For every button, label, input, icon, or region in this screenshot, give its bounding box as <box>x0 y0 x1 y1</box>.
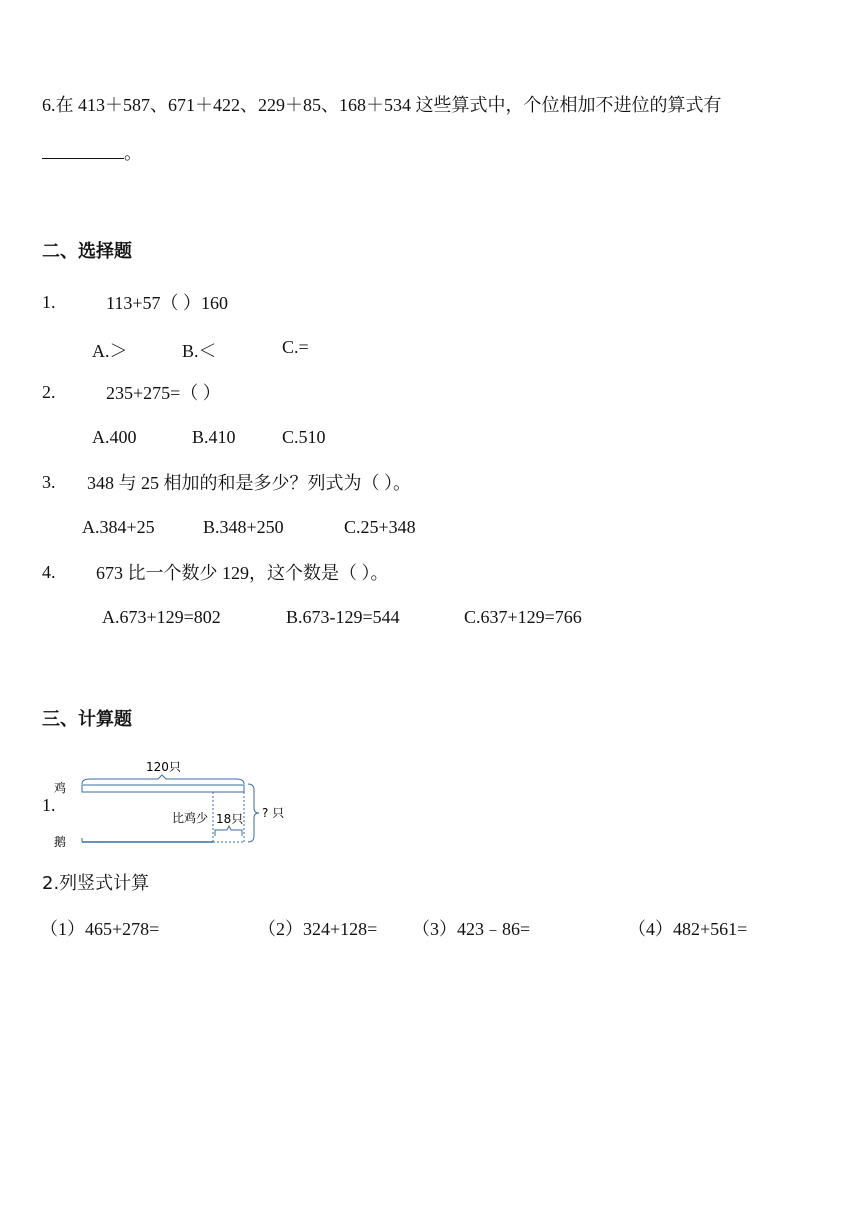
choice-question-4-stem: 673 比一个数少 129，这个数是（ ）。 <box>96 563 389 583</box>
question-6-text <box>42 94 722 116</box>
choice-question-4-option-c[interactable]: C.637+129=766 <box>464 607 582 627</box>
question-6-answer-line <box>42 142 142 164</box>
choice-question-4-option-a[interactable]: A.673+129=802 <box>102 607 221 627</box>
answer-blank[interactable] <box>42 142 124 159</box>
diagram-less-label: 比鸡少 <box>172 811 209 825</box>
choice-question-1-option-c[interactable]: C.= <box>282 337 309 357</box>
choice-question-3-option-b[interactable]: B.348+250 <box>203 517 284 537</box>
choice-question-1-option-a[interactable]: A.＞ <box>92 341 128 361</box>
choice-question-1-option-b[interactable]: B.＜ <box>182 341 217 361</box>
diagram-row2-label: 鹅 <box>54 835 67 849</box>
section-3-title: 三、计算题 <box>42 709 132 730</box>
choice-question-2-stem: 235+275=（ ） <box>106 383 221 403</box>
choice-question-4-number: 4. <box>42 562 56 582</box>
diagram-less-value: 18只 <box>216 812 244 826</box>
diagram-total-label: ? 只 <box>262 806 285 820</box>
choice-question-1-stem: 113+57（ ）160 <box>106 293 228 313</box>
choice-question-1-number: 1. <box>42 292 56 312</box>
choice-question-2-option-b[interactable]: B.410 <box>192 427 236 447</box>
calc-question-2-title: 2.列竖式计算 <box>42 873 150 894</box>
top-brace <box>82 775 244 784</box>
choice-question-3-stem: 348 与 25 相加的和是多少？列式为（ ）。 <box>87 473 411 493</box>
section-2-title: 二、选择题 <box>42 241 132 262</box>
choice-question-3-option-c[interactable]: C.25+348 <box>344 517 416 537</box>
calc-question-1-number: 1. <box>42 795 56 815</box>
diagram-top-label: 120只 <box>146 760 181 774</box>
diagram-row1-label: 鸡 <box>54 781 67 795</box>
choice-question-3-number: 3. <box>42 472 56 492</box>
total-brace <box>248 784 259 842</box>
calc-item-2: （2）324+128= <box>258 919 378 939</box>
choice-question-2-option-a[interactable]: A.400 <box>92 427 137 447</box>
less-brace <box>215 826 242 836</box>
question-6-end: 。 <box>124 143 142 163</box>
choice-question-2-number: 2. <box>42 382 56 402</box>
choice-question-3-option-a[interactable]: A.384+25 <box>82 517 155 537</box>
segment-diagram <box>50 756 310 852</box>
calc-item-3: （3）423﹣86= <box>412 919 531 939</box>
calc-item-4: （4）482+561= <box>628 919 748 939</box>
choice-question-4-option-b[interactable]: B.673-129=544 <box>286 607 400 627</box>
chicken-bar <box>82 785 244 792</box>
calc-item-1: （1）465+278= <box>40 919 160 939</box>
choice-question-2-option-c[interactable]: C.510 <box>282 427 326 447</box>
question-6-stem: 6.在 413＋587、671＋422、229＋85、168＋534 这些算式中，个位相加不进位的算式有 <box>42 95 722 115</box>
